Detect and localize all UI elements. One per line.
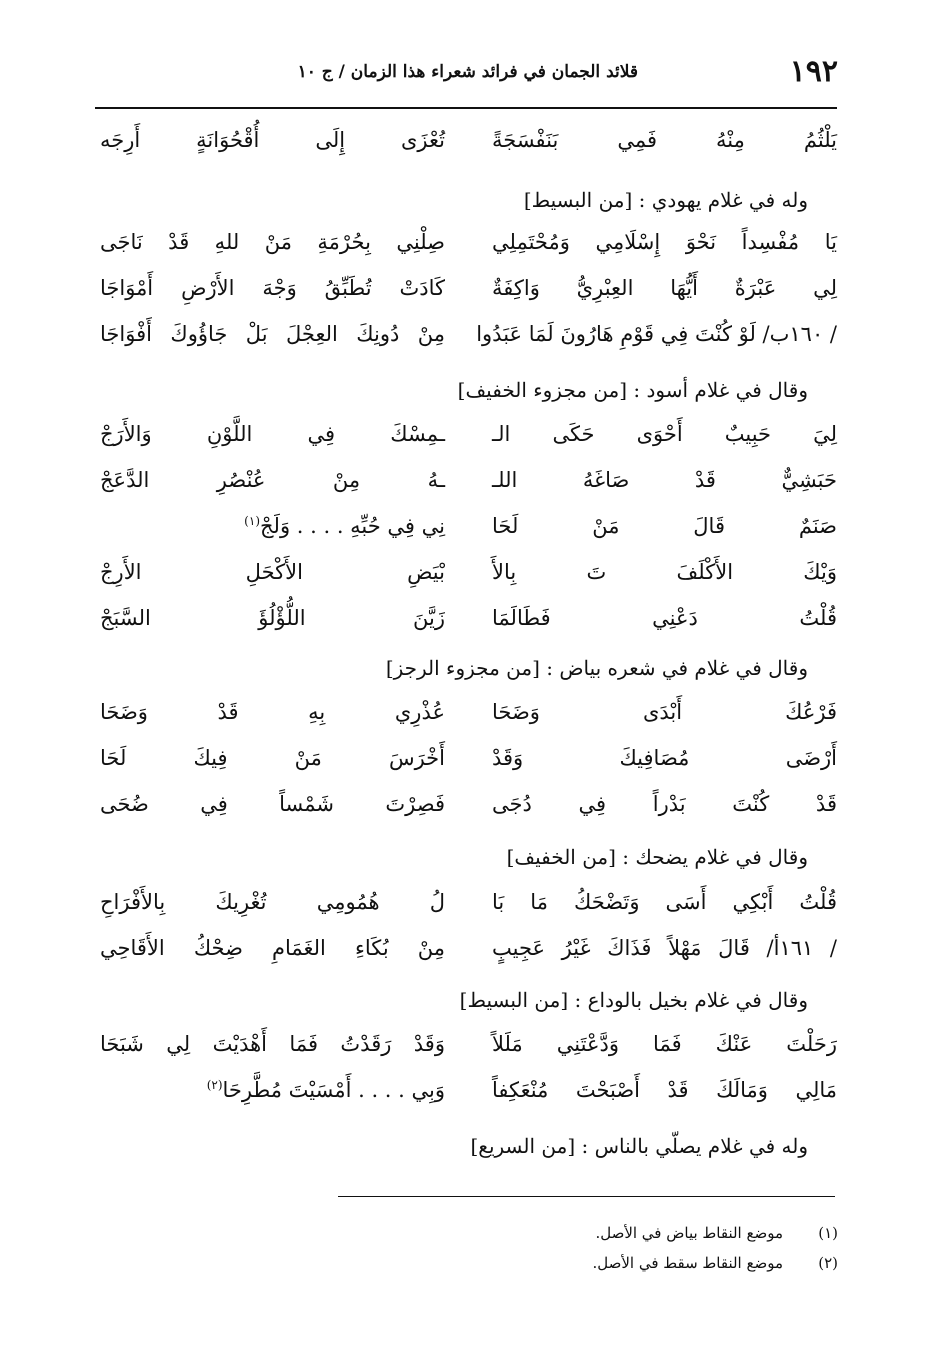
verse-second-hemistich: مِنْ بُكَاءِ الغَمَامِ ضِحْكُ الأَقَاحِي: [100, 936, 445, 960]
verse-first-hemistich: / ١٦١أ/ قَالَ مَهْلاً فَذَاكَ غَيْرُ عَجِيبٍ: [492, 936, 837, 960]
verse-line: [95, 560, 837, 600]
verse-second-hemistich: فَصِرْتَ شَمْساً فِي ضُحَى: [100, 792, 445, 816]
verse-line: [95, 936, 837, 976]
poem-intro: وقال في غلام بخيل بالوداع : [من البسيط]: [459, 988, 808, 1012]
footnote-text: موضع النقاط بياض في الأصل.: [595, 1224, 783, 1242]
running-title: قلائد الجمان في فرائد شعراء هذا الزمان / ج ١٠: [297, 62, 638, 82]
verse-first-hemistich: / ١٦٠ب/ لَوْ كُنْتَ فِي قَوْمِ هَارُونَ لَمَا عَبَدُوا: [476, 322, 837, 346]
verse-first-hemistich: وَيْكَ الأَكْلَفَ تَ بِالأَ: [492, 560, 837, 584]
verse-line: [95, 422, 837, 462]
poem-intro: وقال في غلام يضحك : [من الخفيف]: [506, 845, 808, 869]
verse-line: [95, 606, 837, 646]
footnote: [595, 1224, 838, 1242]
verse-first-hemistich: حَبَشِيٌّ قَدْ صَاغَهُ اللـ: [492, 468, 837, 492]
footnote: [592, 1254, 838, 1272]
poem-intro: وله في غلام يهودي : [من البسيط]: [523, 188, 808, 212]
verse-line: [95, 700, 837, 740]
verse-line: [95, 746, 837, 786]
verse-second-hemistich: تُعْزَى إِلَى أُقْحُوَانَةٍ أَرِجَه: [100, 128, 445, 152]
verse-first-hemistich: أَرْضَى مُصَافِيكَ وَقَدْ: [492, 746, 837, 770]
verse-second-hemistich: وَقَدْ رَقَدْتُ فَمَا أَهْدَيْتَ لِي شَبَحَا: [100, 1032, 445, 1056]
verse-second-hemistich: بْيَضِ الأَكْحَلِ الأَرِجْ: [100, 560, 445, 584]
poem-intro: وله في غلام يصلّي بالناس : [من السريع]: [470, 1134, 808, 1158]
poem-intro: وقال في غلام في شعره بياض : [من مجزوء الرجز]: [385, 656, 808, 680]
verse-second-hemistich: زَيَّنَ اللُّؤْلُؤَ السَّبَجْ: [100, 606, 445, 630]
footnote-marker: (٢): [206, 1078, 223, 1092]
verse-line: [95, 792, 837, 832]
verse-second-hemistich: ـهُ مِنْ عُنْصُرِ الدَّعَجْ: [100, 468, 445, 492]
verse-second-hemistich: أَخْرَسَ مَنْ فِيكَ لَحَا: [100, 746, 445, 770]
poem-intro: وقال في غلام أسود : [من مجزوء الخفيف]: [457, 378, 808, 402]
verse-line: [95, 514, 837, 554]
verse-second-hemistich: صِلْنِي بِحُرْمَةِ مَنْ للهِ قَدْ نَاجَى: [100, 230, 445, 254]
verse-second-hemistich: [100, 1078, 445, 1102]
verse-line: [95, 128, 837, 168]
verse-first-hemistich: لِيَ حَبِيبٌ أَحْوَى حَكَى الـ: [492, 422, 837, 446]
page-number: ١٩٢: [789, 54, 838, 89]
verse-line: [95, 276, 837, 316]
verse-first-hemistich: فَرْعُكَ أَبْدَى وَضَحَا: [492, 700, 837, 724]
footnote-marker: (١): [244, 514, 260, 528]
footnote-number: (٢): [818, 1254, 838, 1272]
verse-second-hemistich: كَادَتْ تُطَبِّقُ وَجْهَ الأَرْضِ أَمْوَاجَا: [100, 276, 445, 300]
verse-second-hemistich: مِنْ دُونِكَ العِجْلَ بَلْ جَاؤُوكَ أَفْوَاجَا: [100, 322, 445, 346]
verse-line: [95, 322, 837, 362]
verse-line: [95, 468, 837, 508]
verse-first-hemistich: يَلْثُمُ مِنْهُ فَمِي بَنَفْسَجَةً: [492, 128, 837, 152]
footnote-number: (١): [818, 1224, 838, 1242]
verse-second-hemistich: [100, 514, 445, 538]
header-rule: [95, 107, 837, 109]
verse-first-hemistich: رَحَلْتَ عَنْكَ فَمَا وَدَّعْتَنِي مَلَلاً: [492, 1032, 837, 1056]
verse-second-hemistich: لُ هُمُومِي تُغْرِيكَ بِالأَفْرَاحِ: [100, 890, 445, 914]
verse-first-hemistich: يَا مُفْسِداً نَحْوَ إِسْلَامِي وَمُحْتَمِلِي: [492, 230, 837, 254]
verse-line: [95, 890, 837, 930]
hemistich-text: وَبِي . . . . أَمْسَيْتَ مُطَّرِحَا: [222, 1078, 445, 1102]
verse-line: [95, 1078, 837, 1118]
verse-first-hemistich: صَنَمٌ قَالَ مَنْ لَحَا: [492, 514, 837, 538]
footnote-text: موضع النقاط سقط في الأصل.: [592, 1254, 783, 1272]
verse-second-hemistich: ـمِسْكَ فِي اللَّوْنِ وَالأَرَجْ: [100, 422, 445, 446]
footnote-rule: [338, 1196, 835, 1197]
verse-second-hemistich: عُذْرِي بِهِ قَدْ وَضَحَا: [100, 700, 445, 724]
verse-first-hemistich: لِي عَبْرَةٌ أَيُّهَا العِبْرِيُّ وَاكِفَةٌ: [492, 276, 837, 300]
verse-line: [95, 1032, 837, 1072]
verse-first-hemistich: قُلْتُ دَعْنِي فَطَالَمَا: [492, 606, 837, 630]
hemistich-text: نِي فِي حُبِّهِ . . . . وَلَجْ: [260, 514, 445, 538]
verse-first-hemistich: مَالِي وَمَالَكَ قَدْ أَصْبَحْتَ مُنْعَكِفاً: [492, 1078, 837, 1102]
verse-first-hemistich: قَدْ كُنْتَ بَدْراً فِي دُجَى: [492, 792, 837, 816]
verse-line: [95, 230, 837, 270]
verse-first-hemistich: قُلْتُ أَبْكِي أَسَى وَتَضْحَكُ مَا بَا: [492, 890, 837, 914]
